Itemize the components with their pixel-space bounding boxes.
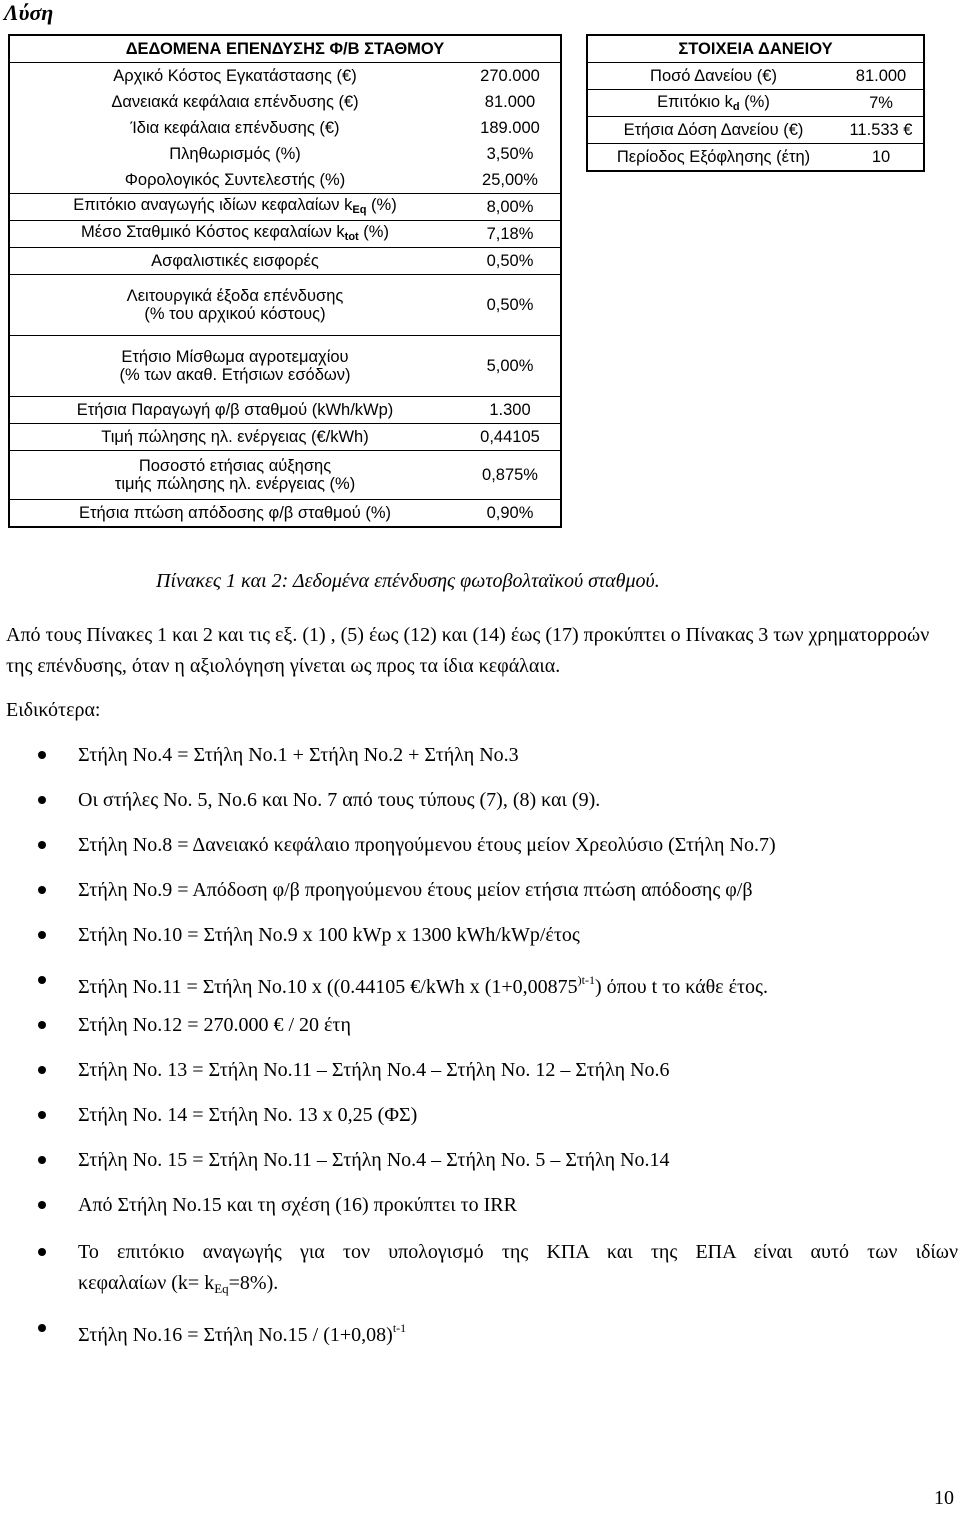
table1-value: 0,44105 [460, 424, 561, 451]
table2-value: 81.000 [839, 63, 924, 90]
table1-label: Ετήσιο Μίσθωμα αγροτεμαχίου (% των ακαθ. Ετήσιων εσόδων) [9, 336, 460, 397]
table1-value: 1.300 [460, 397, 561, 424]
list-item: Στήλη Νο.16 = Στήλη $No.15 / (1+0,08)^{t-1}$ [78, 1313, 958, 1351]
list-item: Στήλη Νο.11 = Στήλη Νο.10 x ((0.44105 €/kWh x $(1+0,00875^{)t-1})$ όπου t το κάθε έτος. [78, 965, 958, 1003]
table1-value: 3,50% [486, 145, 534, 163]
table1-value: 0,90% [486, 504, 534, 522]
table1-label: Φορολογικός Συντελεστής (%) [9, 167, 460, 194]
table1-value: 25,00% [460, 167, 561, 194]
intro-paragraph: Από τους Πίνακες 1 και 2 και τις εξ. (1) , (5) έως (12) και (14) έως (17) προκύπτει ο Πίνακας 3 των χρηματορροών της επένδυσης, όταν η αξιολόγηση γίνεται ως προς τα ίδια κεφάλαια. [6, 624, 930, 677]
list-item: Στήλη Νο.8 = Δανειακό κεφάλαιο προηγούμενου έτους μείον Χρεολύσιο (Στήλη Νο.7) [78, 830, 958, 861]
table2-label: Ετήσια Δόση Δανείου (€) [587, 117, 839, 144]
table1-value: 0,875% [460, 451, 561, 500]
table1-value: 189.000 [480, 119, 540, 137]
table1-label: Μέσο Σταθμικό Κόστος κεφαλαίων $k_{tot}$ (%) [9, 221, 460, 248]
specifically-label: Ειδικότερα: [6, 699, 101, 721]
table2-value: 7% [839, 90, 924, 117]
table1-label: Τιμή πώλησης ηλ. ενέργειας (€/kWh) [9, 424, 460, 451]
table1-title: ΔΕΔΟΜΕΝΑ ΕΠΕΝΔΥΣΗΣ Φ/Β ΣΤΑΘΜΟΥ [9, 35, 561, 63]
table1-label: Ετήσια Παραγωγή φ/β σταθμού (kWh/kWp) [9, 397, 460, 424]
table1-value: 0,50% [460, 275, 561, 336]
section-heading: Λύση [4, 0, 54, 25]
table1-value: 81.000 [484, 93, 536, 111]
list-item: Στήλη Νο.12 = 270.000 € / 20 έτη [78, 1010, 958, 1041]
list-item: Στήλη Νο.4 = Στήλη Νο.1 + Στήλη Νο.2 + Στήλη Νο.3 [78, 740, 958, 771]
table1-label: Δανειακά κεφάλαια επένδυσης (€) [111, 93, 359, 111]
table2-value: 11.533 € [839, 117, 924, 144]
table1-value: 5,00% [460, 336, 561, 397]
list-item: Στήλη Νο.10 = Στήλη Νο.9 x 100 kWp x 1300 kWh/kWp/έτος [78, 920, 958, 951]
table2-label: Περίοδος Εξόφλησης (έτη) [616, 147, 811, 166]
table2-title: ΣΤΟΙΧΕΙΑ ΔΑΝΕΙΟΥ [587, 35, 924, 63]
table1-label: Επιτόκιο αναγωγής ιδίων κεφαλαίων $k_{Eq}$ (%) [9, 194, 460, 221]
table1-value: 270.000 [480, 67, 540, 85]
table1-label: Αρχικό Κόστος Εγκατάστασης (€) [113, 67, 357, 85]
list-item: Στήλη Νο.9 = Απόδοση φ/β προηγούμενου έτους μείον ετήσια πτώση απόδοσης φ/β [78, 875, 958, 906]
list-item: Το επιτόκιο αναγωγής για τον υπολογισμό της ΚΠΑ και της ΕΠΑ είναι αυτό των ιδίων κεφαλαίων $(k= k_{Eq}=8\%)$. [78, 1237, 958, 1304]
table2-value: 10 [871, 147, 891, 166]
page-number: 10 [934, 1487, 954, 1509]
list-item: Στήλη Νο. 13 = Στήλη Νο.11 – Στήλη Νο.4 – Στήλη Νο. 12 – Στήλη Νο.6 [78, 1055, 958, 1086]
table1-label: Ποσοστό ετήσιας αύξησης τιμής πώλησης ηλ. ενέργειας (%) [9, 451, 460, 500]
list-item: Από Στήλη Νο.15 και τη σχέση (16) προκύπτει το IRR [78, 1190, 958, 1221]
investment-data-table [8, 34, 562, 528]
list-item: Στήλη Νο. 15 = Στήλη Νο.11 – Στήλη Νο.4 – Στήλη Νο. 5 – Στήλη Νο.14 [78, 1145, 958, 1176]
table1-label: Πληθωρισμός (%) [169, 145, 301, 163]
table1-label: Ασφαλιστικές εισφορές [9, 248, 460, 275]
table2-label: Επιτόκιο $k_d$ (%) [587, 90, 839, 117]
tables-caption: Πίνακες 1 και 2: Δεδομένα επένδυσης φωτοβολταϊκού σταθμού. [156, 570, 660, 592]
loan-data-table [586, 34, 925, 172]
list-item: Οι στήλες Νο. 5, Νο.6 και Νο. 7 από τους τύπους (7), (8) και (9). [78, 785, 958, 816]
list-item: Στήλη Νο. 14 = Στήλη Νο. 13 x 0,25 (ΦΣ) [78, 1100, 958, 1131]
table1-label: Ετήσια πτώση απόδοσης φ/β σταθμού (%) [78, 504, 392, 522]
table1-label: Ίδια κεφάλαια επένδυσης (€) [130, 119, 340, 137]
table1-value: 0,50% [460, 248, 561, 275]
table1-value: 8,00% [460, 194, 561, 221]
table1-value: 7,18% [460, 221, 561, 248]
table2-label: Ποσό Δανείου (€) [587, 63, 839, 90]
table1-label: Λειτουργικά έξοδα επένδυσης (% του αρχικού κόστους) [9, 275, 460, 336]
